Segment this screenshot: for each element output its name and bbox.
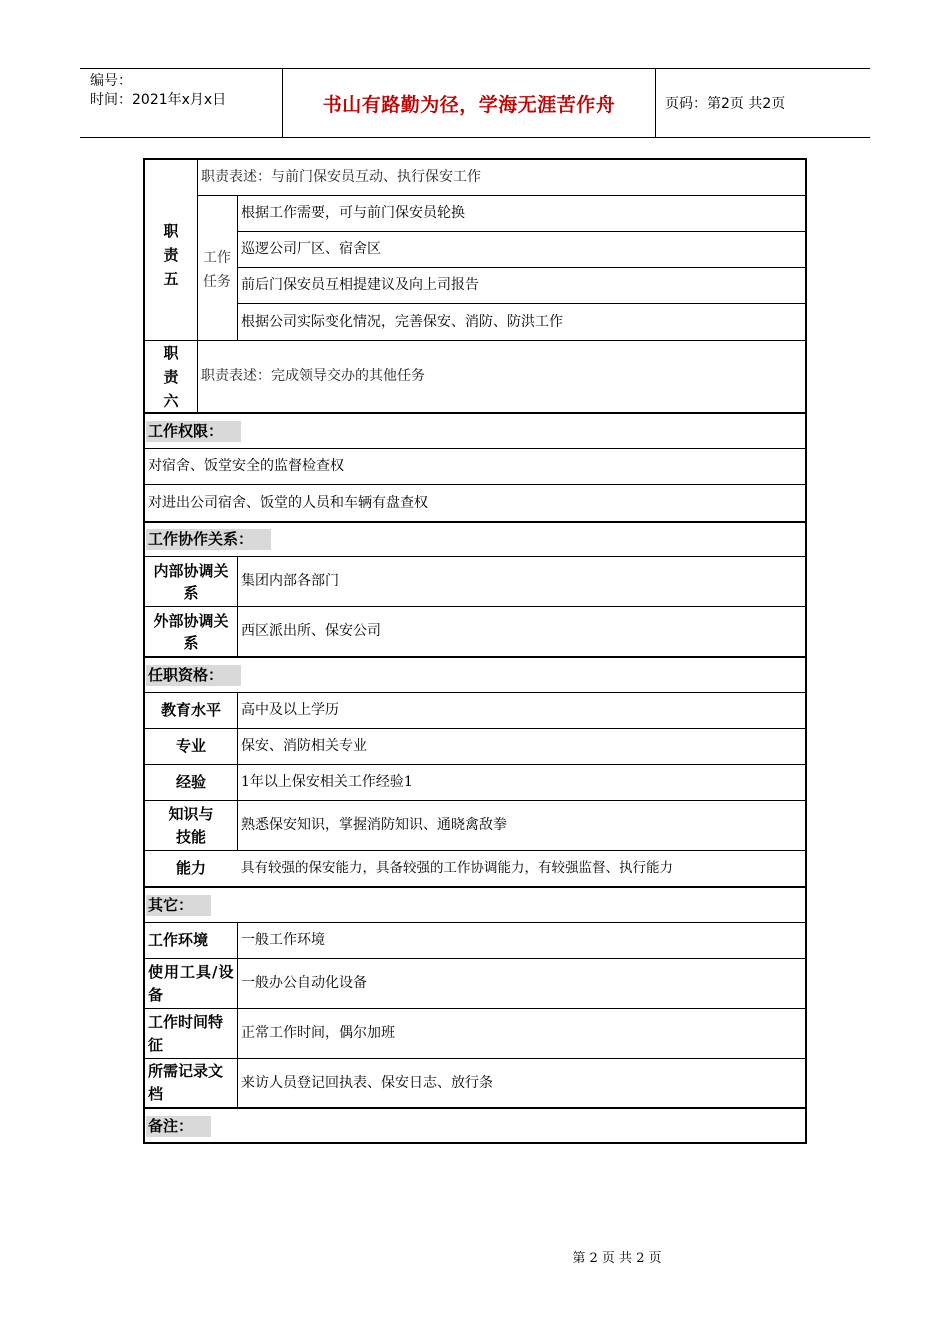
other-heading: 其它： [146,888,546,922]
other-records-value: 来访人员登记回执表、保安日志、放行条 [241,1074,493,1091]
qual-education-value: 高中及以上学历 [241,702,339,718]
qual-knowledge-label: 知识与技能 [168,804,214,846]
other-records-label: 所需记录文档 [148,1062,224,1103]
qual-major-label: 专业 [175,737,206,755]
time-label: 时间：2021年x月x日 [90,92,227,108]
other-tools-label: 使用工具/设备 [148,962,235,1004]
qual-major-value: 保安、消防相关专业 [241,738,367,754]
other-environment-label: 工作环境 [148,931,209,949]
authority-item-2: 对进出公司宿舍、饭堂的人员和车辆有盘查权 [148,494,428,511]
duty5-task-3: 前后门保安员互相提建议及向上司报告 [241,277,479,293]
qual-knowledge-value: 熟悉保安知识，掌握消防知识、通晓禽敌拳 [241,817,507,833]
qual-experience-label: 经验 [175,773,206,791]
remarks-heading: 备注： [146,1109,546,1143]
authority-item-1: 对宿舍、饭堂安全的监督检查权 [148,458,344,474]
other-tools-value: 一般办公自动化设备 [241,975,367,991]
duty5-task-1: 根据工作需要，可与前门保安员轮换 [241,205,465,221]
authority-heading: 工作权限： [146,414,546,448]
relation-internal-value: 集团内部各部门 [241,573,339,589]
other-hours-value: 正常工作时间，偶尔加班 [241,1025,395,1041]
job-description-table [143,158,807,1144]
page-info: 页码：第2页 共2页 [665,96,786,112]
footer-page-number: 第 2 页 共 2 页 [572,1251,662,1266]
other-hours-label: 工作时间特征 [148,1012,224,1054]
page-footer [0,1247,950,1266]
duty5-description: 职责表述：与前门保安员互动、执行保安工作 [201,169,481,185]
other-environment-value: 一般工作环境 [241,932,325,948]
page-header [80,68,870,138]
qual-experience-value: 1年以上保安相关工作经验1 [241,774,413,790]
duty5-task-4: 根据公司实际变化情况，完善保安、消防、防洪工作 [241,313,563,330]
motto: 书山有路勤为径，学海无涯苦作舟 [322,93,616,116]
duty5-title: 职责五 [163,222,179,288]
relation-internal-label: 内部协调关系 [153,561,229,602]
relations-heading: 工作协作关系： [146,523,546,556]
duty6-title: 职责六 [163,343,179,410]
number-label: 编号： [90,73,132,89]
duty5-task-label: 工作任务 [203,250,231,290]
duty6-description: 职责表述：完成领导交办的其他任务 [201,368,425,384]
qualifications-heading: 任职资格： [146,658,546,692]
qual-education-label: 教育水平 [160,701,221,719]
duty5-task-2: 巡逻公司厂区、宿舍区 [241,241,381,257]
relation-external-label: 外部协调关系 [153,611,229,652]
header-meta [80,69,282,137]
relation-external-value: 西区派出所、保安公司 [241,623,381,639]
qual-ability-label: 能力 [175,859,206,877]
header-motto-cell [282,69,656,137]
qual-ability-value: 具有较强的保安能力，具备较强的工作协调能力，有较强监督、执行能力 [241,860,673,876]
header-page-cell [655,69,870,137]
